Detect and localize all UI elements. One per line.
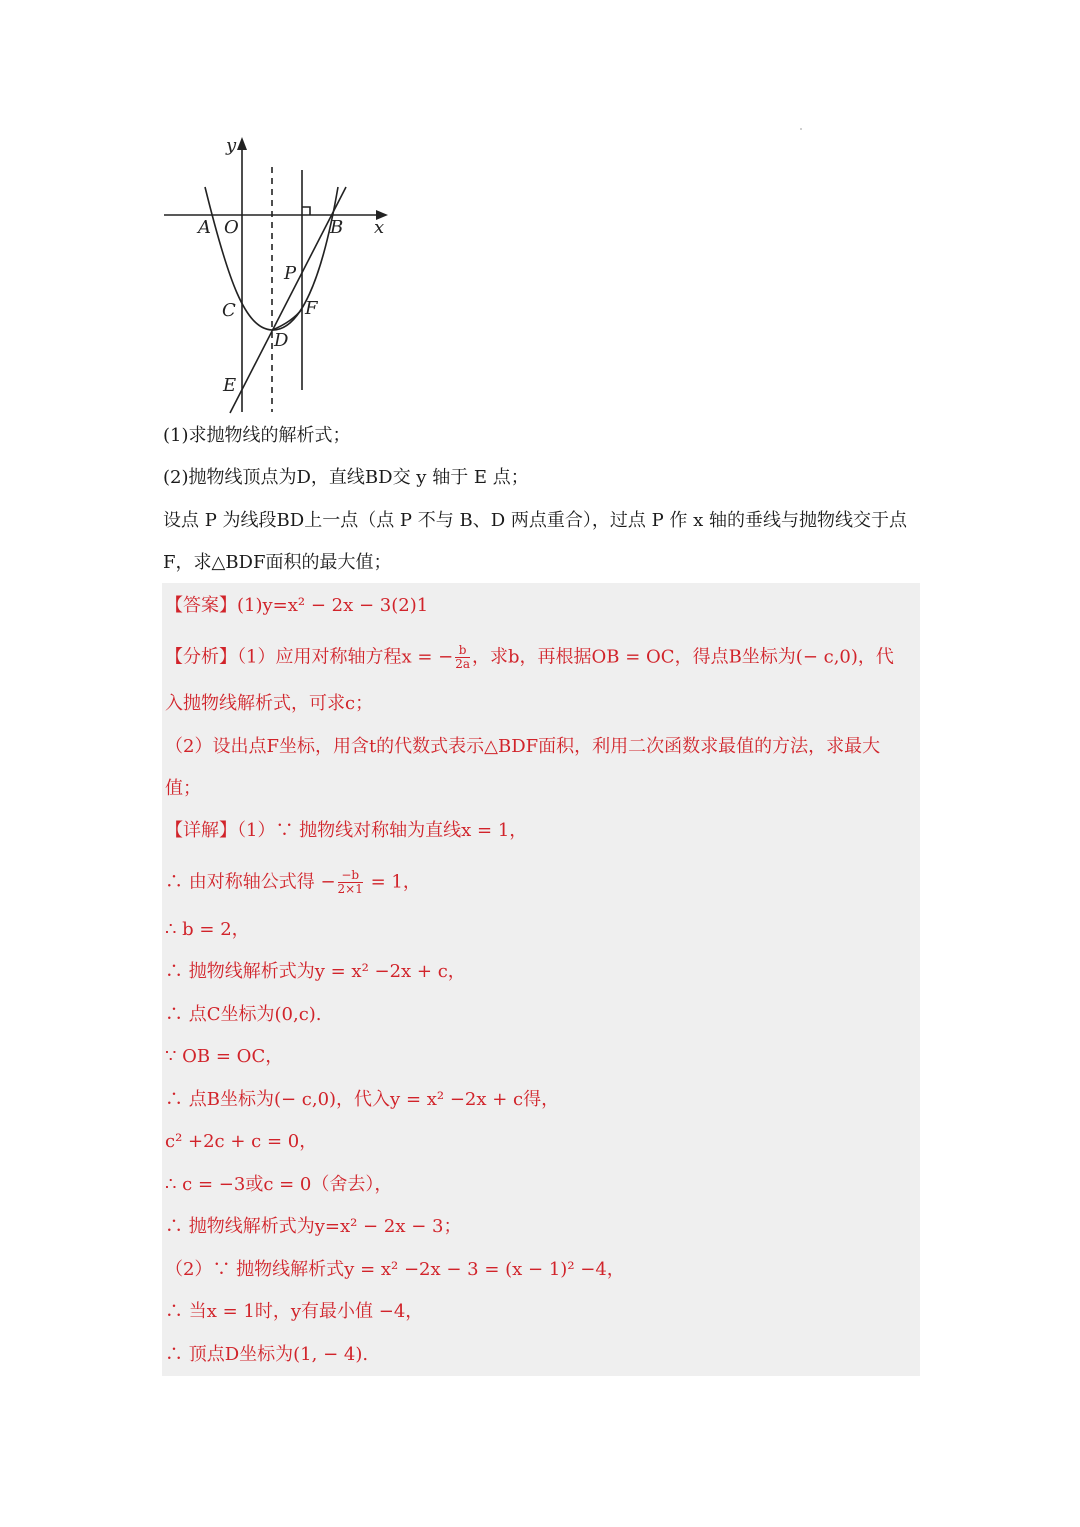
analysis-line-4: 值； [165, 778, 201, 799]
detail-line-1 [165, 819, 527, 843]
detail-line-2 [165, 869, 421, 896]
fraction-numerator: b [455, 644, 470, 658]
answer-tag: 【答案】 [165, 595, 237, 616]
question-part-1: (1)求抛物线的解析式； [163, 425, 351, 446]
segment-df [272, 309, 302, 330]
answer-text: (1)y=x² − 2x − 3(2)1 [237, 595, 429, 616]
analysis-tag: 【分析】 [165, 646, 237, 668]
label-f: F [305, 298, 318, 319]
parabola-figure [150, 125, 410, 420]
question-part-2: (2)抛物线顶点为D，直线BD交 y 轴于 E 点； [163, 467, 529, 488]
label-e: E [223, 375, 237, 396]
label-b: B [330, 217, 344, 238]
detail-line-11: （2）∵ 抛物线解析式y = x² −2x − 3 = (x − 1)² −4， [165, 1259, 625, 1280]
detail-text-2a: ∴ 由对称轴公式得 − [165, 871, 336, 893]
detail-line-8: c² +2c + c = 0， [165, 1131, 318, 1152]
fraction-b-over-2a [455, 644, 470, 671]
detail-line-7: ∴ 点B坐标为(− c,0)，代入y = x² −2x + c得， [165, 1089, 560, 1110]
fraction-denominator: 2×1 [337, 882, 363, 896]
label-d: D [274, 330, 289, 351]
detail-line-13: ∴ 顶点D坐标为(1, − 4). [165, 1344, 369, 1365]
detail-line-10: ∴ 抛物线解析式为y=x² − 2x − 3； [165, 1216, 462, 1237]
line-bd [230, 187, 346, 413]
detail-line-6: ∵ OB = OC， [165, 1046, 284, 1067]
answer-line [165, 594, 428, 618]
label-p: P [284, 263, 297, 284]
detail-text-1: （1）∵ 抛物线对称轴为直线x = 1， [237, 820, 528, 841]
fraction-neg-b-over-2x1 [338, 869, 363, 896]
detail-line-4: ∴ 抛物线解析式为y = x² −2x + c， [165, 961, 466, 982]
detail-tag: 【详解】 [165, 820, 237, 841]
analysis-text-1a: （1）应用对称轴方程x = − [237, 646, 454, 668]
scan-speck [800, 128, 802, 130]
label-c: C [222, 300, 236, 321]
label-o: O [224, 217, 239, 238]
analysis-line-2: 入抛物线解析式，可求c； [165, 693, 374, 714]
analysis-line-1 [165, 644, 894, 671]
detail-line-12: ∴ 当x = 1时，y有最小值 −4， [165, 1301, 424, 1322]
y-axis-arrow [237, 137, 247, 150]
detail-text-2b: = 1， [364, 871, 421, 893]
detail-line-5: ∴ 点C坐标为(0,c). [165, 1004, 322, 1025]
question-part-2-ask: F，求△BDF面积的最大值； [163, 552, 392, 573]
detail-line-3: ∴ b = 2， [165, 919, 250, 940]
detail-line-9: ∴ c = −3或c = 0（舍去）， [165, 1174, 393, 1195]
right-angle-mark [302, 207, 310, 215]
label-y: y [226, 135, 237, 156]
label-a: A [198, 217, 211, 238]
fraction-denominator: 2a [455, 657, 471, 671]
analysis-line-3: （2）设出点F坐标，用含t的代数式表示△BDF面积，利用二次函数求最值的方法，求最大 [165, 736, 881, 757]
question-part-2-setup: 设点 P 为线段BD上一点（点 P 不与 B、D 两点重合），过点 P 作 x 轴的垂线与抛物线交于点 [163, 510, 908, 531]
fraction-numerator: −b [338, 869, 363, 883]
analysis-text-1b: ，求b，再根据OB = OC，得点B坐标为(− c,0)，代 [472, 646, 894, 668]
label-x: x [374, 217, 385, 238]
